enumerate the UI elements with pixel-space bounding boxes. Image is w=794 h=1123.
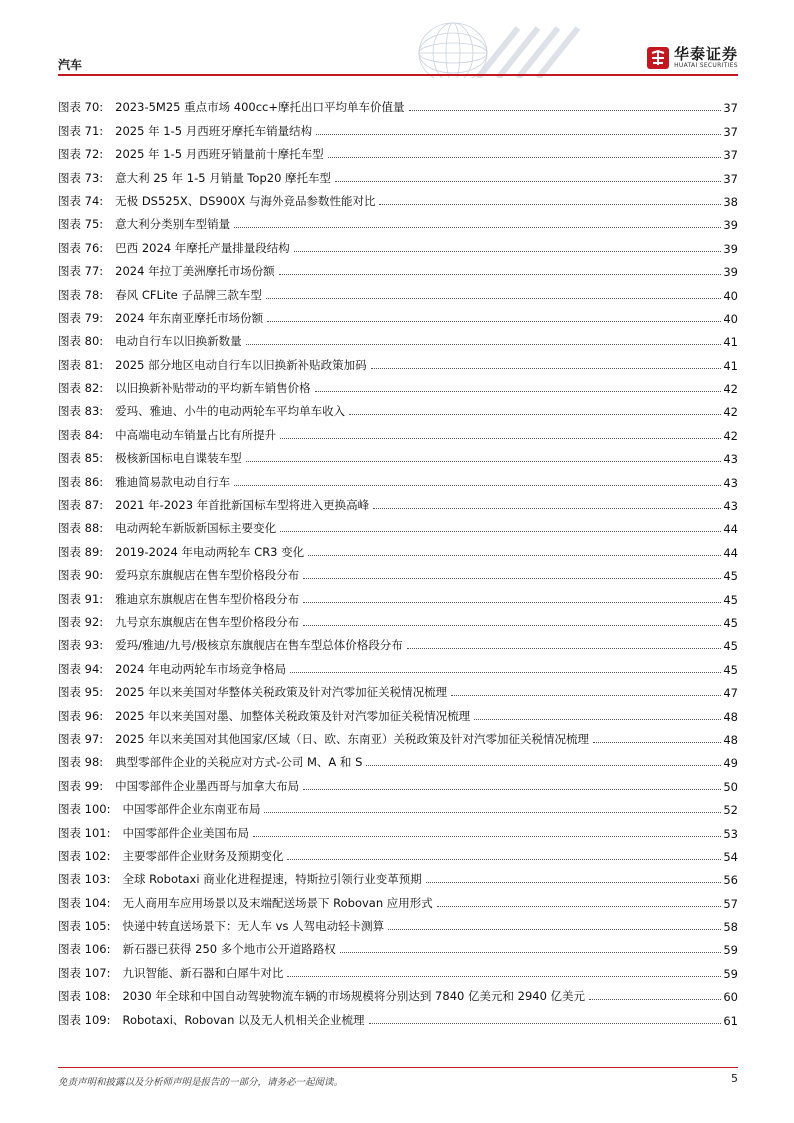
figure-label: 图表 106: <box>58 942 111 957</box>
toc-entry[interactable] <box>58 115 738 138</box>
figure-label: 图表 76: <box>58 240 104 255</box>
page-number: 5 <box>731 1072 738 1085</box>
figure-label: 图表 89: <box>58 544 104 559</box>
figure-page-number: 43 <box>723 499 738 514</box>
figure-page-number: 45 <box>723 569 738 584</box>
dot-leader <box>246 461 722 462</box>
figure-title: 2023-5M25 重点市场 400cc+摩托出口平均单车价值量 <box>105 99 406 115</box>
figure-label: 图表 86: <box>58 474 104 489</box>
dot-leader <box>253 836 721 837</box>
section-label: 汽车 <box>58 58 83 72</box>
toc-entry[interactable] <box>58 162 738 185</box>
figure-title: 2019-2024 年电动两轮车 CR3 变化 <box>105 544 306 560</box>
toc-entry[interactable] <box>58 887 738 910</box>
figure-page-number: 58 <box>723 920 738 935</box>
toc-entry[interactable] <box>58 490 738 513</box>
figure-title: 中国零部件企业墨西哥与加拿大布局 <box>105 778 301 794</box>
dot-leader <box>315 391 722 392</box>
figure-title: 2021 年-2023 年首批新国标车型将进入更换高峰 <box>105 497 371 513</box>
figure-title: 2025 年以来美国对华整体关税政策及针对汽零加征关税情况梳理 <box>105 684 449 700</box>
figure-page-number: 42 <box>723 405 738 420</box>
dot-leader <box>234 485 721 486</box>
figure-page-number: 48 <box>723 709 738 724</box>
toc-entry[interactable] <box>58 396 738 419</box>
figure-title: 意大利 25 年 1-5 月销量 Top20 摩托车型 <box>105 170 333 186</box>
figure-title: 2025 年 1-5 月西班牙销量前十摩托车型 <box>105 146 326 162</box>
toc-entry[interactable] <box>58 92 738 115</box>
dot-leader <box>379 204 721 205</box>
figure-page-number: 41 <box>723 358 738 373</box>
figure-title: 爱玛/雅迪/九号/极核京东旗舰店在售车型总体价格段分布 <box>105 637 405 653</box>
figure-page-number: 45 <box>723 639 738 654</box>
figure-title: 中国零部件企业美国布局 <box>112 825 251 841</box>
figure-title: 主要零部件企业财务及预期变化 <box>112 848 285 864</box>
figure-page-number: 44 <box>723 545 738 560</box>
toc-entry[interactable] <box>58 232 738 255</box>
dot-leader <box>267 321 721 322</box>
figure-page-number: 39 <box>723 265 738 280</box>
toc-entry[interactable] <box>58 256 738 279</box>
toc-entry[interactable] <box>58 911 738 934</box>
figure-label: 图表 72: <box>58 147 104 162</box>
figure-title: 2024 年东南亚摩托市场份额 <box>105 310 265 326</box>
figure-page-number: 42 <box>723 382 738 397</box>
figure-page-number: 44 <box>723 522 738 537</box>
figure-label: 图表 105: <box>58 919 111 934</box>
figure-page-number: 38 <box>723 194 738 209</box>
figure-label: 图表 81: <box>58 357 104 372</box>
toc-entry[interactable] <box>58 419 738 442</box>
dot-leader <box>308 555 721 556</box>
logo-chinese-name: 华泰证券 <box>673 45 738 63</box>
dot-leader <box>266 298 722 299</box>
figure-title: 爱玛京东旗舰店在售车型价格段分布 <box>105 567 301 583</box>
toc-entry[interactable] <box>58 653 738 676</box>
figure-title: 2024 年拉丁美洲摩托市场份额 <box>105 263 276 279</box>
figure-label: 图表 70: <box>58 100 104 115</box>
figure-title: Robotaxi、Robovan 以及无人机相关企业梳理 <box>112 1012 366 1028</box>
figure-title: 典型零部件企业的关税应对方式-公司 M、A 和 S <box>105 754 364 770</box>
figure-page-number: 37 <box>723 124 738 139</box>
dot-leader <box>369 1023 722 1024</box>
figure-page-number: 61 <box>723 1013 738 1028</box>
dot-leader <box>409 110 722 111</box>
figure-page-number: 47 <box>723 686 738 701</box>
figure-title: 雅迪京东旗舰店在售车型价格段分布 <box>105 591 301 607</box>
dot-leader <box>264 812 721 813</box>
figure-label: 图表 83: <box>58 404 104 419</box>
figure-title: 中国零部件企业东南亚布局 <box>112 801 262 817</box>
dot-leader <box>593 742 721 743</box>
figure-page-number: 39 <box>723 218 738 233</box>
figure-title: 2025 部分地区电动自行车以旧换新补贴政策加码 <box>105 357 368 373</box>
figure-label: 图表 87: <box>58 498 104 513</box>
figure-title: 2030 年全球和中国自动驾驶物流车辆的市场规模将分别达到 7840 亿美元和 2940 亿美元 <box>112 988 587 1004</box>
figure-label: 图表 92: <box>58 614 104 629</box>
figure-label: 图表 82: <box>58 381 104 396</box>
toc-entry[interactable] <box>58 630 738 653</box>
figure-page-number: 59 <box>723 943 738 958</box>
toc-entry[interactable] <box>58 186 738 209</box>
toc-entry[interactable] <box>58 583 738 606</box>
figure-page-number: 39 <box>723 241 738 256</box>
dot-leader <box>303 578 721 579</box>
logo-english-name: HUATAI SECURITIES <box>674 62 738 69</box>
figure-page-number: 60 <box>723 990 738 1005</box>
dot-leader <box>234 227 721 228</box>
dot-leader <box>388 929 721 930</box>
dot-leader <box>340 952 722 953</box>
dot-leader <box>474 719 721 720</box>
toc-entry[interactable] <box>58 700 738 723</box>
figure-label: 图表 109: <box>58 1012 111 1027</box>
figure-page-number: 56 <box>723 873 738 888</box>
figure-title: 九识智能、新石器和白犀牛对比 <box>112 965 285 981</box>
figure-label: 图表 75: <box>58 217 104 232</box>
dot-leader <box>280 531 721 532</box>
dot-leader <box>294 251 722 252</box>
page-footer <box>58 1067 738 1088</box>
footer-divider <box>58 1067 738 1068</box>
figure-page-number: 45 <box>723 592 738 607</box>
toc-entry[interactable] <box>58 443 738 466</box>
toc-entry[interactable] <box>58 1004 738 1027</box>
toc-entry[interactable] <box>58 279 738 302</box>
figure-title: 电动两轮车新版新国标主要变化 <box>105 520 278 536</box>
figure-title: 2025 年以来美国对墨、加整体关税政策及针对汽零加征关税情况梳理 <box>105 708 472 724</box>
dot-leader <box>426 882 722 883</box>
figure-label: 图表 98: <box>58 755 104 770</box>
dot-leader <box>303 789 721 790</box>
dot-leader <box>287 976 721 977</box>
figure-label: 图表 73: <box>58 170 104 185</box>
page-header <box>58 0 738 86</box>
toc-entry[interactable] <box>58 747 738 770</box>
toc-entry[interactable] <box>58 934 738 957</box>
dot-leader <box>373 508 721 509</box>
figure-title: 2025 年 1-5 月西班牙摩托车销量结构 <box>105 123 314 139</box>
figure-label: 图表 74: <box>58 193 104 208</box>
toc-entry[interactable] <box>58 817 738 840</box>
figure-title: 新石器已获得 250 多个地市公开道路路权 <box>112 941 337 957</box>
dot-leader <box>316 134 721 135</box>
dot-leader <box>366 765 721 766</box>
toc-entry[interactable] <box>58 607 738 630</box>
figure-title: 巴西 2024 年摩托产量排量段结构 <box>105 240 292 256</box>
figure-label: 图表 97: <box>58 731 104 746</box>
figure-title: 2025 年以来美国对其他国家/区域（日、欧、东南亚）关税政策及针对汽零加征关税情况梳理 <box>105 731 591 747</box>
figure-label: 图表 108: <box>58 989 111 1004</box>
figure-title: 意大利分类别车型销量 <box>105 216 232 232</box>
figure-label: 图表 85: <box>58 451 104 466</box>
toc-entry[interactable] <box>58 466 738 489</box>
figure-label: 图表 107: <box>58 965 111 980</box>
huatai-logo <box>647 46 738 70</box>
toc-entry[interactable] <box>58 303 738 326</box>
toc-entry[interactable] <box>58 560 738 583</box>
figure-page-number: 52 <box>723 803 738 818</box>
figure-page-number: 42 <box>723 428 738 443</box>
header-divider <box>58 74 738 76</box>
toc-entry[interactable] <box>58 373 738 396</box>
figure-page-number: 53 <box>723 826 738 841</box>
figure-page-number: 43 <box>723 452 738 467</box>
toc-entry[interactable] <box>58 536 738 559</box>
figure-label: 图表 101: <box>58 825 111 840</box>
dot-leader <box>589 999 721 1000</box>
dot-leader <box>280 438 721 439</box>
figure-page-number: 37 <box>723 148 738 163</box>
figure-title: 电动自行车以旧换新数量 <box>105 333 244 349</box>
figure-label: 图表 94: <box>58 661 104 676</box>
toc-entry[interactable] <box>58 677 738 700</box>
dot-leader <box>303 602 721 603</box>
figure-label: 图表 95: <box>58 685 104 700</box>
figure-page-number: 37 <box>723 171 738 186</box>
figure-label: 图表 103: <box>58 872 111 887</box>
figure-page-number: 54 <box>723 849 738 864</box>
figure-page-number: 37 <box>723 101 738 116</box>
figure-page-number: 48 <box>723 732 738 747</box>
toc-entry[interactable] <box>58 957 738 980</box>
toc-entry[interactable] <box>58 794 738 817</box>
dot-leader <box>407 648 722 649</box>
toc-entry[interactable] <box>58 864 738 887</box>
figure-page-number: 50 <box>723 779 738 794</box>
figure-page-number: 45 <box>723 662 738 677</box>
figure-page-number: 57 <box>723 896 738 911</box>
figure-label: 图表 79: <box>58 310 104 325</box>
figure-page-number: 40 <box>723 311 738 326</box>
figure-page-number: 49 <box>723 756 738 771</box>
figure-page-number: 59 <box>723 966 738 981</box>
dot-leader <box>287 859 721 860</box>
figure-title: 无极 DS525X、DS900X 与海外竞品参数性能对比 <box>105 193 377 209</box>
figure-title: 春风 CFLite 子品牌三款车型 <box>105 287 264 303</box>
figure-label: 图表 77: <box>58 264 104 279</box>
figure-title: 2024 年电动两轮车市场竞争格局 <box>105 661 288 677</box>
dot-leader <box>246 344 722 345</box>
figure-title: 全球 Robotaxi 商业化进程提速，特斯拉引领行业变革预期 <box>112 871 423 887</box>
figure-label: 图表 93: <box>58 638 104 653</box>
dot-leader <box>437 906 722 907</box>
figure-label: 图表 91: <box>58 591 104 606</box>
figure-label: 图表 102: <box>58 848 111 863</box>
figure-page-number: 41 <box>723 335 738 350</box>
figure-page-number: 45 <box>723 615 738 630</box>
dot-leader <box>371 368 722 369</box>
figure-label: 图表 84: <box>58 427 104 442</box>
toc-entry[interactable] <box>58 139 738 162</box>
figure-label: 图表 100: <box>58 802 111 817</box>
dot-leader <box>451 695 721 696</box>
toc-entry[interactable] <box>58 513 738 536</box>
dot-leader <box>349 414 721 415</box>
toc-entry[interactable] <box>58 209 738 232</box>
toc-entry[interactable] <box>58 841 738 864</box>
dot-leader <box>303 625 721 626</box>
figure-label: 图表 78: <box>58 287 104 302</box>
toc-entry[interactable] <box>58 981 738 1004</box>
figure-label: 图表 96: <box>58 708 104 723</box>
toc-entry[interactable] <box>58 326 738 349</box>
figure-label: 图表 88: <box>58 521 104 536</box>
toc-entry[interactable] <box>58 770 738 793</box>
dot-leader <box>328 157 722 158</box>
figure-page-number: 40 <box>723 288 738 303</box>
dot-leader <box>279 274 722 275</box>
dot-leader <box>335 181 721 182</box>
figure-title: 极核新国标电自谍装车型 <box>105 450 244 466</box>
dot-leader <box>290 672 721 673</box>
figure-title: 爱玛、雅迪、小牛的电动两轮车平均单车收入 <box>105 403 347 419</box>
figure-title: 中高端电动车销量占比有所提升 <box>105 427 278 443</box>
figure-label: 图表 90: <box>58 568 104 583</box>
figure-label: 图表 99: <box>58 778 104 793</box>
figure-title: 以旧换新补贴带动的平均新车销售价格 <box>105 380 313 396</box>
figure-list <box>58 92 738 1028</box>
toc-entry[interactable] <box>58 349 738 372</box>
figure-title: 无人商用车应用场景以及末端配送场景下 Robovan 应用形式 <box>112 895 434 911</box>
figure-title: 九号京东旗舰店在售车型价格段分布 <box>105 614 301 630</box>
figure-title: 快递中转直送场景下：无人车 vs 人驾电动轻卡测算 <box>112 918 386 934</box>
toc-entry[interactable] <box>58 724 738 747</box>
figure-label: 图表 80: <box>58 334 104 349</box>
figure-label: 图表 104: <box>58 895 111 910</box>
figure-title: 雅迪简易款电动自行车 <box>105 474 232 490</box>
huatai-logo-icon <box>647 47 669 69</box>
disclaimer-note: 免责声明和披露以及分析师声明是报告的一部分，请务必一起阅读。 <box>58 1077 344 1088</box>
figure-page-number: 43 <box>723 475 738 490</box>
figure-label: 图表 71: <box>58 123 104 138</box>
globe-decoration-icon <box>358 8 598 78</box>
